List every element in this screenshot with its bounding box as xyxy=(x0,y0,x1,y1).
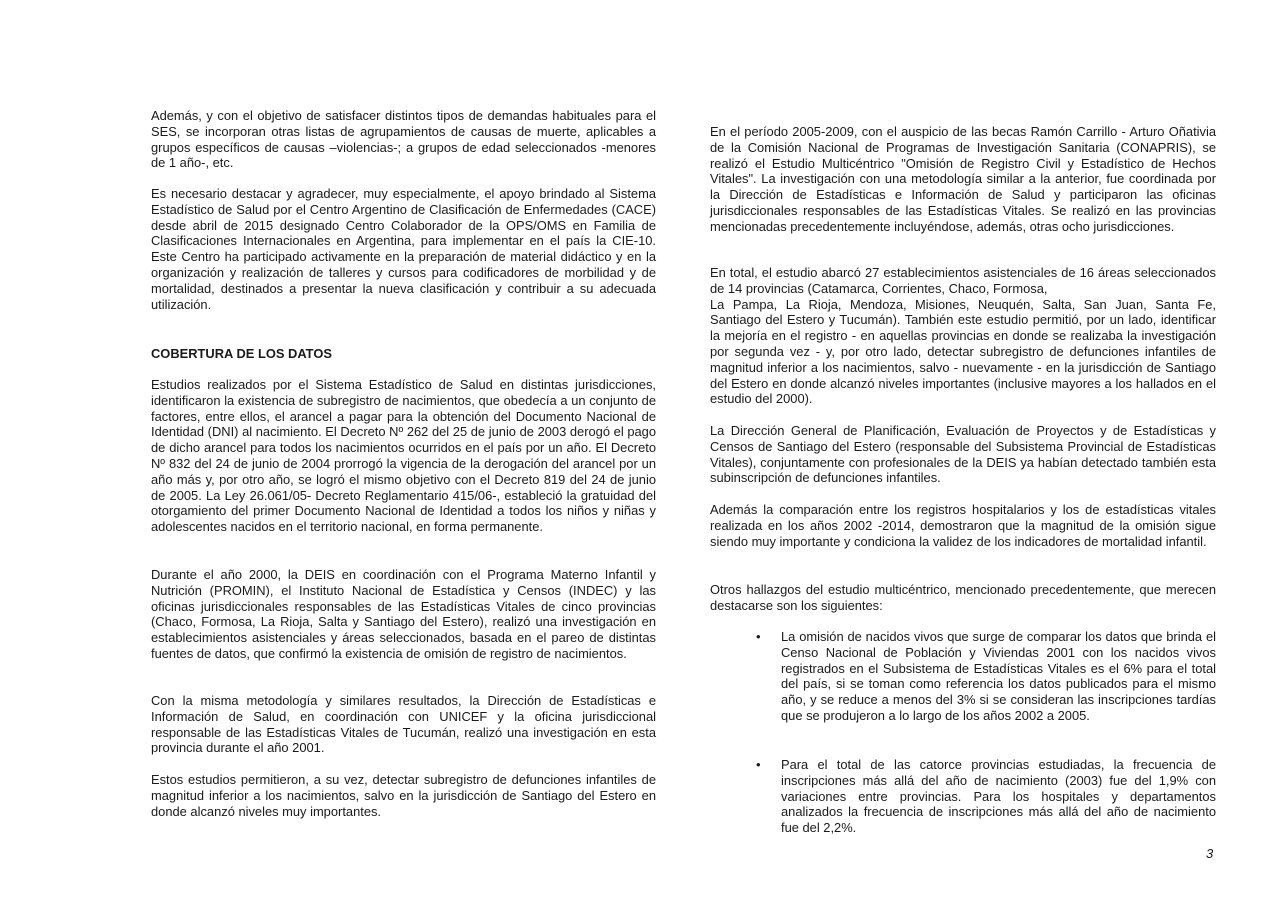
bullet-icon: • xyxy=(756,757,761,772)
paragraph: Es necesario destacar y agradecer, muy especialmente, el apoyo brindado al Sistema Estadístico de Salud por el Centro Argentino de Clasificación de Enfermedades (CACE) desde abril de 2015 designado Centro Colaborador de la OPS/OMS en Familia de Clasificaciones Internacionales en Argentina, para implementar en el país la CIE-10. Este Centro ha participado activamente en la preparación de material didáctico y en la organización y realización de talleres y cursos para codificadores de morbilidad y de mortalidad, destinados a presentar la nueva clasificación y contribuir a su adecuada utilización. xyxy=(151,186,656,312)
paragraph: Además, y con el objetivo de satisfacer distintos tipos de demandas habituales para el SES, se incorporan otras listas de agrupamientos de causas de muerte, aplicables a grupos específicos de causas –violencias-; a grupos de edad seleccionados -menores de 1 año-, etc. xyxy=(151,108,656,171)
paragraph: Además la comparación entre los registros hospitalarios y los de estadísticas vitales realizada en los años 2002 -2014, demostraron que la magnitud de la omisión sigue siendo muy importante y condiciona la validez de los indicadores de mortalidad infantil. xyxy=(710,502,1216,549)
bullet-icon: • xyxy=(756,629,761,644)
page-number: 3 xyxy=(1206,846,1214,861)
paragraph: Estudios realizados por el Sistema Estadístico de Salud en distintas jurisdicciones, identificaron la existencia de subregistro de nacimientos, que obedecía a un conjunto de factores, entre ellos, el arancel a pagar para la obtención del Documento Nacional de Identidad (DNI) al nacimiento. El Decreto Nº 262 del 25 de junio de 2003 derogó el pago de dicho arancel para todos los nacimientos ocurridos en el país por un año. El Decreto Nº 832 del 24 de junio de 2004 prorrogó la vigencia de la derogación del arancel por un año más y, por otro año, se logró el mismo objetivo con el Decreto 819 del 24 de junio de 2005. La Ley 26.061/05- Decreto Reglamentario 415/06-, estableció la gratuidad del otorgamiento del primer Documento Nacional de Identidad a todos los niños y niñas y adolescentes nacidos en el territorio nacional, en forma permanente. xyxy=(151,377,656,535)
paragraph: Con la misma metodología y similares resultados, la Dirección de Estadísticas e Información de Salud, en coordinación con UNICEF y la oficina jurisdiccional responsable de las Estadísticas Vitales de Tucumán, realizó una investigación en esta provincia durante el año 2001. xyxy=(151,693,656,756)
paragraph: Estos estudios permitieron, a su vez, detectar subregistro de defunciones infantiles de magnitud inferior a los nacimientos, salvo en la jurisdicción de Santiago del Estero en donde alcanzó niveles muy importantes. xyxy=(151,772,656,819)
paragraph: En total, el estudio abarcó 27 establecimientos asistenciales de 16 áreas seleccionados de 14 provincias (Catamarca, Corrientes, Chaco, Formosa, La Pampa, La Rioja, Mendoza, Misiones, Neuquén, Salta, San Juan, Santa Fe, Santiago del Estero y Tucumán). También este estudio permitió, por un lado, identificar la mejoría en el registro - en aquellas provincias en donde se realizaba la investigación por segunda vez - y, por otro lado, detectar subregistro de defunciones infantiles de magnitud inferior a los nacimientos, salvo - nuevamente - en la jurisdicción de Santiago del Estero en donde alcanzó niveles importantes (inclusive mayores a los hallados en el estudio del 2000). xyxy=(710,265,1216,407)
paragraph: En el período 2005-2009, con el auspicio de las becas Ramón Carrillo - Arturo Oñativia de la Comisión Nacional de Programas de Investigación Sanitaria (CONAPRIS), se realizó el Estudio Multicéntrico "Omisión de Registro Civil y Estadístico de Hechos Vitales". La investigación con una metodología similar a la anterior, fue coordinada por la Dirección de Estadísticas e Información de Salud y participaron las oficinas jurisdiccionales responsables de las Estadísticas Vitales. Se realizó en las provincias mencionadas precedentemente incluyéndose, además, otras ocho jurisdicciones. xyxy=(710,124,1216,234)
list-item: Para el total de las catorce provincias estudiadas, la frecuencia de inscripciones más allá del año de nacimiento (2003) fue del 1,9% con variaciones entre provincias. Para los hospitales y departamentos analizados la frecuencia de inscripciones más allá del año de nacimiento fue del 2,2%. xyxy=(781,757,1216,836)
list-item: La omisión de nacidos vivos que surge de comparar los datos que brinda el Censo Nacional de Población y Viviendas 2001 con los nacidos vivos registrados en el Subsistema de Estadísticas Vitales es el 6% para el total del país, si se toman como referencia los datos publicados para el mismo año, y se reduce a menos del 3% si se consideran las inscripciones tardías que se produjeron a lo largo de los años 2002 a 2005. xyxy=(781,629,1216,723)
paragraph: La Dirección General de Planificación, Evaluación de Proyectos y de Estadísticas y Censos de Santiago del Estero (responsable del Subsistema Provincial de Estadísticas Vitales), conjuntamente con profesionales de la DEIS ya habían detectado también esta subinscripción de defunciones infantiles. xyxy=(710,423,1216,486)
paragraph: Otros hallazgos del estudio multicéntrico, mencionado precedentemente, que merecen destacarse son los siguientes: xyxy=(710,582,1216,613)
section-heading: COBERTURA DE LOS DATOS xyxy=(151,346,332,361)
paragraph: Durante el año 2000, la DEIS en coordinación con el Programa Materno Infantil y Nutrición (PROMIN), el Instituto Nacional de Estadística y Censos (INDEC) y las oficinas jurisdiccionales responsables de las Estadísticas Vitales de cinco provincias (Chaco, Formosa, La Rioja, Salta y Santiago del Estero), realizó una investigación en establecimientos asistenciales y áreas seleccionados, basada en el pareo de distintas fuentes de datos, que confirmó la existencia de omisión de registro de nacimientos. xyxy=(151,567,656,661)
